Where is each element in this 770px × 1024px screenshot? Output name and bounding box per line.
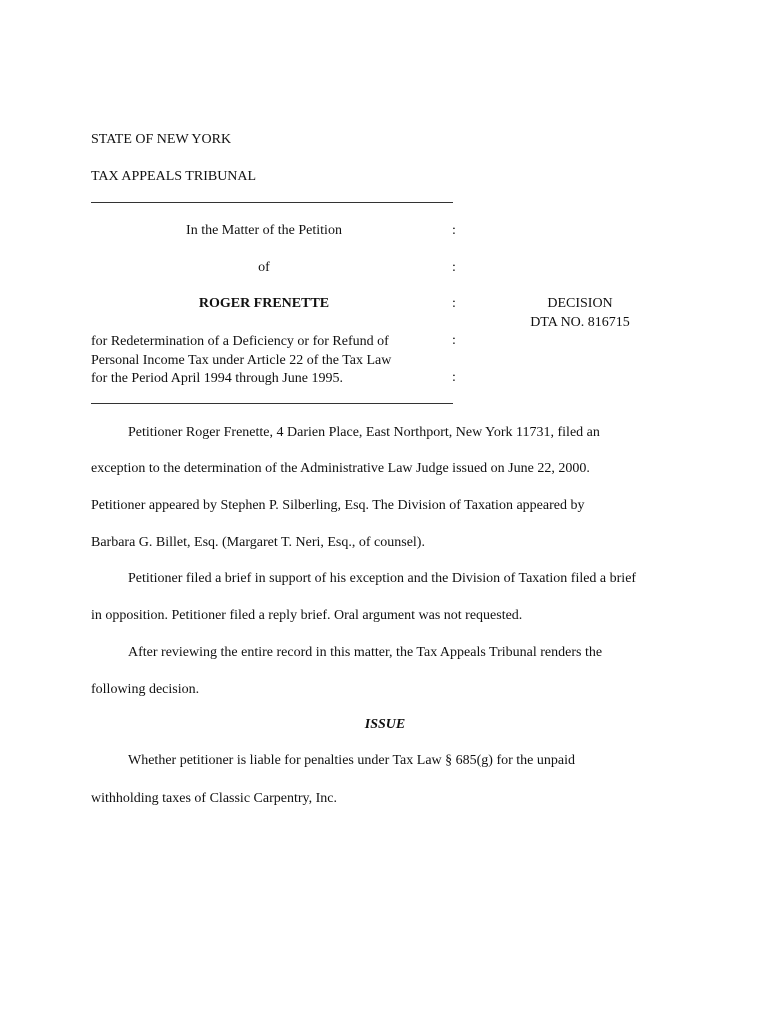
caption-colon: :	[452, 296, 456, 311]
matter-of-petition: In the Matter of the Petition	[186, 223, 342, 238]
issue-line: Whether petitioner is liable for penalties under Tax Law § 685(g) for the unpaid	[128, 753, 576, 768]
caption-bottom-rule	[91, 403, 453, 404]
caption-purpose	[91, 333, 391, 389]
body-line: in opposition. Petitioner filed a reply brief. Oral argument was not requested.	[91, 608, 523, 623]
body-line: After reviewing the entire record in this matter, the Tax Appeals Tribunal renders the	[128, 645, 603, 660]
petitioner-name: ROGER FRENETTE	[198, 296, 330, 311]
caption-colon: :	[452, 223, 456, 238]
caption-purpose-line: Personal Income Tax under Article 22 of the Tax Law	[91, 352, 392, 368]
body-line: Barbara G. Billet, Esq. (Margaret T. Neri, Esq., of counsel).	[91, 535, 425, 550]
issue-line: withholding taxes of Classic Carpentry, Inc.	[91, 791, 337, 806]
body-line: following decision.	[91, 682, 200, 697]
issue-heading: ISSUE	[364, 717, 406, 732]
decision-number: DTA NO. 816715	[530, 315, 630, 330]
caption-purpose-line: for the Period April 1994 through June 1995.	[91, 371, 343, 386]
tribunal-heading: TAX APPEALS TRIBUNAL	[91, 169, 257, 184]
body-line: Petitioner Roger Frenette, 4 Darien Place, East Northport, New York 11731, filed an	[128, 425, 600, 440]
caption-purpose-line: for Redetermination of a Deficiency or for Refund of	[91, 334, 389, 349]
body-line: Petitioner filed a brief in support of his exception and the Division of Taxation filed a brief	[128, 571, 637, 586]
caption-top-rule	[91, 202, 453, 203]
body-line: Petitioner appeared by Stephen P. Silberling, Esq. The Division of Taxation appeared by	[91, 498, 585, 513]
state-heading: STATE OF NEW YORK	[91, 132, 232, 147]
body-line: exception to the determination of the Administrative Law Judge issued on June 22, 2000.	[91, 461, 590, 476]
caption-colon: :	[452, 333, 456, 348]
decision-label: DECISION	[547, 296, 613, 311]
caption-colon: :	[452, 370, 456, 385]
caption-colon: :	[452, 260, 456, 275]
caption-of: of	[258, 260, 270, 275]
